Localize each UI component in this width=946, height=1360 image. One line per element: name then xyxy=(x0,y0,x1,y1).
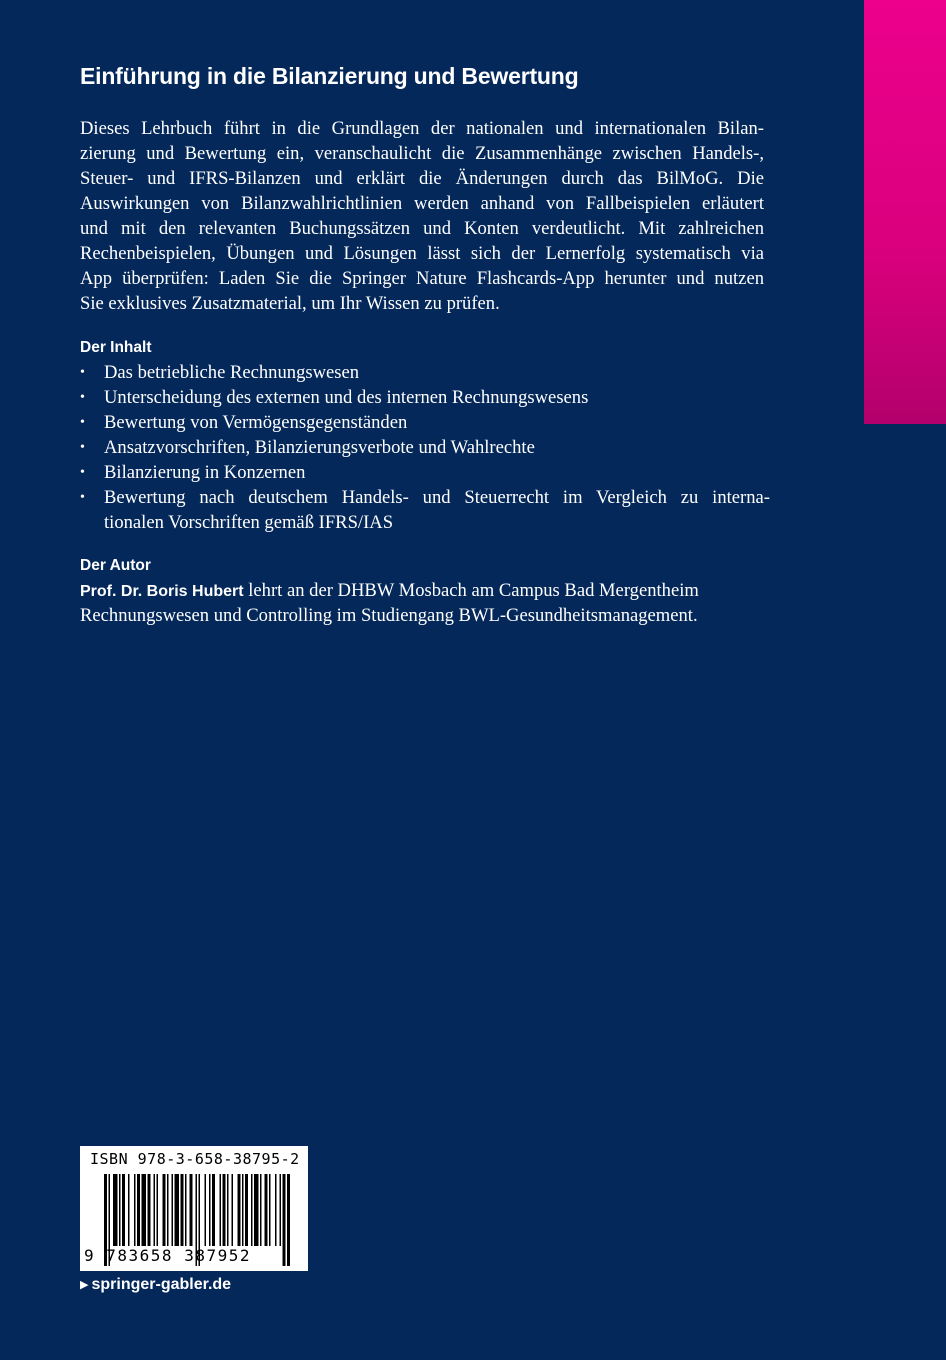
bullet-icon: • xyxy=(80,390,85,405)
barcode-digits: 9 783658 387952 xyxy=(84,1246,251,1265)
author-bio-line xyxy=(80,578,770,603)
description xyxy=(80,116,764,316)
description-line: und mit den relevanten Buchungssätzen und Konten verdeutlicht. Mit zahlreichen xyxy=(80,218,764,239)
list-item xyxy=(80,435,770,460)
list-item-text: Bewertung von Vermögensgegenständen xyxy=(104,412,408,433)
author-bio-text: lehrt an der DHBW Mosbach am Campus Bad Mergentheim xyxy=(243,580,699,601)
description-line: Auswirkungen von Bilanzwahlrichtlinien werden anhand von Fallbeispielen erläutert xyxy=(80,193,764,214)
list-item-text: Bewertung nach deutschem Handels- und Steuerrecht im Vergleich zu interna- xyxy=(104,487,770,508)
bullet-icon: • xyxy=(80,465,85,480)
contents-heading: Der Inhalt xyxy=(80,339,152,356)
description-line: Dieses Lehrbuch führt in die Grundlagen der nationalen und internationalen Bilan- xyxy=(80,118,764,139)
bullet-icon: • xyxy=(80,490,85,505)
description-line: Steuer- und IFRS-Bilanzen und erklärt die Änderungen durch das BilMoG. Die xyxy=(80,168,764,189)
list-item xyxy=(80,360,770,385)
author-name: Prof. Dr. Boris Hubert xyxy=(80,583,244,600)
bullet-icon: • xyxy=(80,440,85,455)
list-item xyxy=(80,410,770,435)
isbn-barcode xyxy=(80,1146,308,1271)
list-item xyxy=(80,460,770,485)
publisher-link[interactable] xyxy=(80,1276,231,1294)
list-item-text: Das betriebliche Rechnungswesen xyxy=(104,362,360,383)
magenta-accent-bar xyxy=(864,0,946,424)
bullet-icon: • xyxy=(80,365,85,380)
author-bio-line: Rechnungswesen und Controlling im Studiengang BWL-Gesundheitsmanagement. xyxy=(80,605,698,626)
description-line: Rechenbeispielen, Übungen und Lösungen lässt sich der Lernerfolg systematisch via xyxy=(80,243,764,264)
list-item-text: tionalen Vorschriften gemäß IFRS/IAS xyxy=(104,512,394,533)
list-item-text: Ansatzvorschriften, Bilanzierungsverbote und Wahlrechte xyxy=(104,437,535,458)
author-heading: Der Autor xyxy=(80,557,151,574)
description-line: Sie exklusives Zusatzmaterial, um Ihr Wissen zu prüfen. xyxy=(80,293,500,314)
list-item-text: Unterscheidung des externen und des internen Rechnungswesens xyxy=(104,387,589,408)
description-line: App überprüfen: Laden Sie die Springer Nature Flashcards-App herunter und nutzen xyxy=(80,268,764,289)
author-bio xyxy=(80,578,770,628)
book-title: Einführung in die Bilanzierung und Bewertung xyxy=(80,63,579,89)
triangle-right-icon: ▶ xyxy=(80,1279,89,1291)
list-item-text: Bilanzierung in Konzernen xyxy=(104,462,306,483)
publisher-url: springer-gabler.de xyxy=(91,1276,232,1293)
list-item xyxy=(80,485,770,535)
list-item xyxy=(80,385,770,410)
description-line: zierung und Bewertung ein, veranschaulicht die Zusammenhänge zwischen Handels-, xyxy=(80,143,764,164)
contents-list xyxy=(80,360,770,535)
bullet-icon: • xyxy=(80,415,85,430)
isbn-label: ISBN 978-3-658-38795-2 xyxy=(90,1150,300,1168)
